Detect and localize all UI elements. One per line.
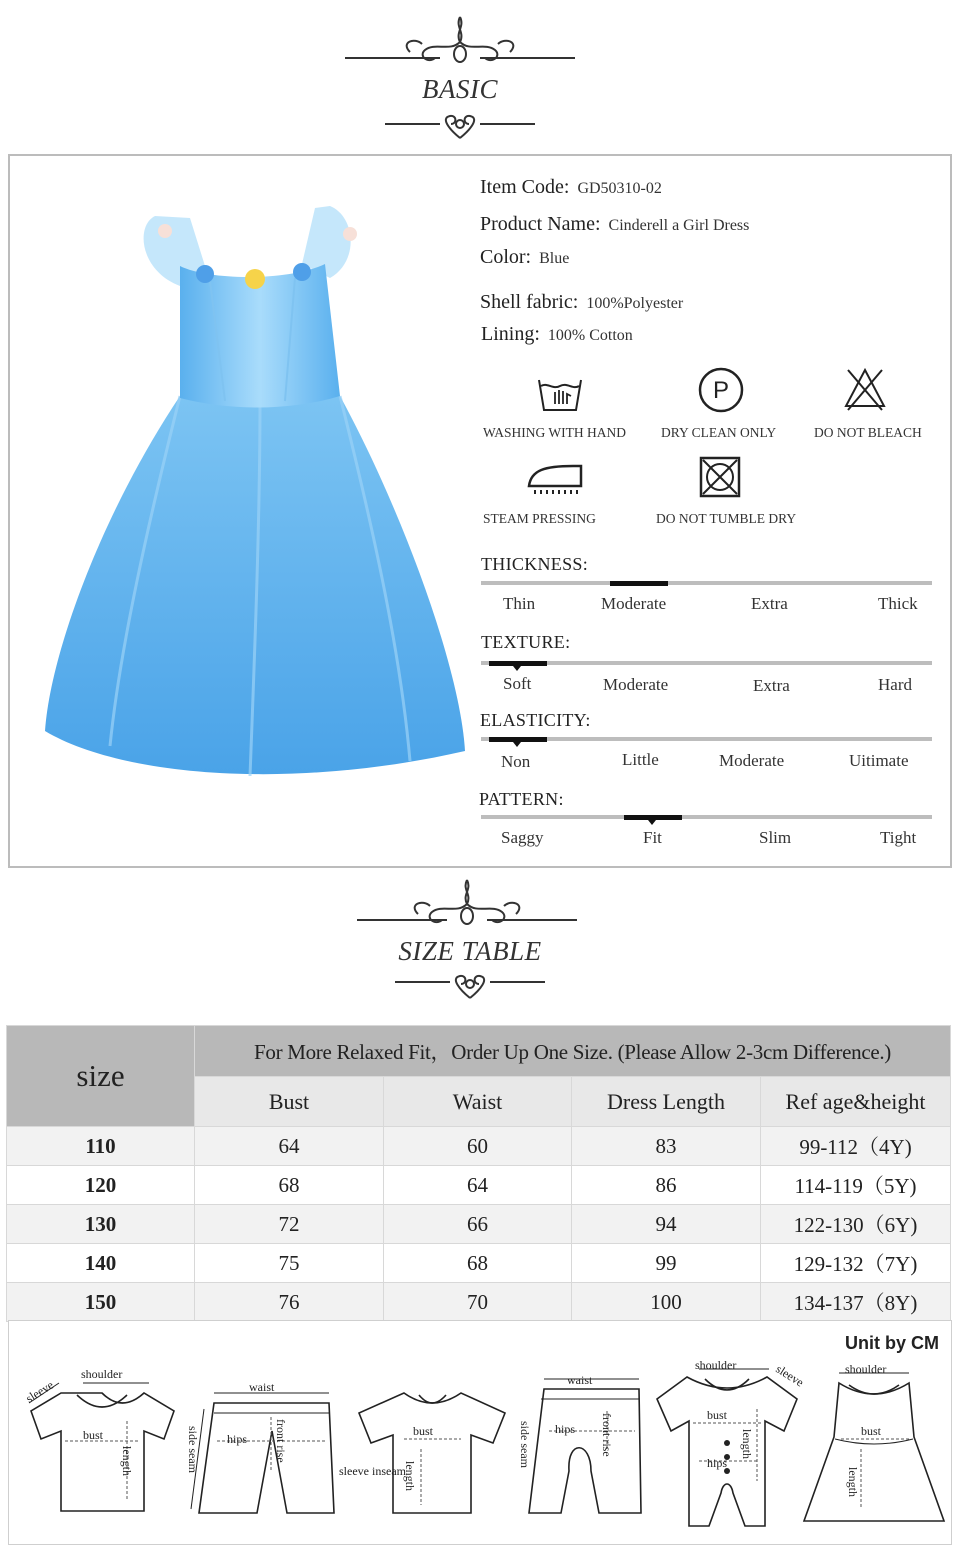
label-shoulder: shoulder [695, 1358, 737, 1372]
label-waist: waist [249, 1380, 275, 1394]
size-ornament-bottom [395, 968, 545, 1004]
table-row [7, 1283, 951, 1322]
label-sleeve: sleeve [773, 1361, 807, 1390]
dry-clean-icon [696, 365, 746, 415]
measurement-guide [8, 1320, 952, 1545]
ref-cell: 99-112（4Y) [761, 1127, 951, 1166]
product-image [40, 186, 480, 786]
care-label: WASHING WITH HAND [483, 425, 626, 440]
length-cell: 86 [572, 1166, 761, 1205]
care-label: DRY CLEAN ONLY [661, 425, 777, 440]
item-code: Item Code: GD50310-02 [480, 176, 662, 198]
table-row [7, 1166, 951, 1205]
scale-option: Uitimate [849, 751, 909, 770]
label-length: length [846, 1467, 860, 1497]
label-waist: waist [567, 1373, 593, 1387]
garment-diagrams [9, 1321, 951, 1544]
label-length: length [120, 1446, 134, 1476]
column-header-bust: Bust [195, 1077, 384, 1127]
no-bleach-icon [842, 366, 888, 412]
scale-option-selected: Non [501, 752, 531, 771]
label-bust: bust [83, 1428, 104, 1442]
steam-iron-icon [525, 458, 585, 498]
scale-option: Thick [878, 594, 918, 613]
ref-cell: 134-137（8Y) [761, 1283, 951, 1322]
scale-option: Slim [759, 828, 792, 847]
scale-title: TEXTURE: [481, 632, 571, 652]
label-bust: bust [861, 1424, 882, 1438]
bust-cell: 75 [195, 1244, 384, 1283]
scale-option: Tight [880, 828, 917, 847]
ref-cell: 114-119（5Y) [761, 1166, 951, 1205]
label-length: length [403, 1461, 417, 1491]
scale-option: Moderate [719, 751, 785, 770]
waist-cell: 60 [384, 1127, 572, 1166]
scale-option: Moderate [603, 675, 669, 694]
size-cell: 140 [7, 1244, 195, 1283]
fit-note: For More Relaxed Fit，Order Up One Size. (Please Allow 2-3cm Difference.) [195, 1026, 951, 1077]
size-table [6, 1025, 951, 1322]
size-ornament-top [352, 876, 582, 932]
lining: Lining: 100% Cotton [481, 323, 633, 345]
label-front-rise: front rise [274, 1419, 288, 1463]
scale-option-selected: Moderate [601, 594, 667, 613]
scale-option-selected: Soft [503, 674, 532, 693]
size-cell: 150 [7, 1283, 195, 1322]
product-color: Color: Blue [480, 246, 570, 268]
waist-cell: 64 [384, 1166, 572, 1205]
scale-pointer [513, 666, 521, 671]
label-sleeve-inseam: sleeve inseam [339, 1464, 406, 1478]
scale-option: Saggy [501, 828, 544, 847]
label-bust: bust [413, 1424, 434, 1438]
scale-track [481, 815, 932, 819]
size-cell: 120 [7, 1166, 195, 1205]
care-label: STEAM PRESSING [483, 511, 596, 526]
svg-text:P: P [712, 377, 730, 404]
scale-title: ELASTICITY: [480, 710, 591, 730]
scale-option: Thin [503, 594, 536, 613]
size-table-title: SIZE TABLE [398, 936, 542, 966]
hand-wash-icon [535, 366, 585, 416]
bust-cell: 76 [195, 1283, 384, 1322]
bust-cell: 72 [195, 1205, 384, 1244]
label-length: length [740, 1429, 754, 1459]
label-side-seam: side seam [186, 1426, 200, 1473]
waist-cell: 70 [384, 1283, 572, 1322]
care-label: DO NOT BLEACH [814, 425, 922, 440]
column-header-waist: Waist [384, 1077, 572, 1127]
scale-track [481, 737, 932, 741]
care-label: DO NOT TUMBLE DRY [656, 511, 797, 526]
length-cell: 83 [572, 1127, 761, 1166]
scale-option: Little [622, 750, 659, 769]
length-cell: 99 [572, 1244, 761, 1283]
column-header-length: Dress Length [572, 1077, 761, 1127]
shell-fabric: Shell fabric: 100%Polyester [480, 291, 684, 313]
label-sleeve: sleeve [23, 1377, 57, 1406]
scale-pointer [648, 820, 656, 825]
scale-selected-marker [610, 581, 668, 586]
label-bust: bust [707, 1408, 728, 1422]
ref-cell: 129-132（7Y) [761, 1244, 951, 1283]
table-row [7, 1127, 951, 1166]
basic-title: BASIC [422, 74, 498, 104]
product-name: Product Name: Cinderell a Girl Dress [480, 213, 750, 235]
scale-pointer [513, 742, 521, 747]
table-row [7, 1244, 951, 1283]
scale-option-selected: Fit [643, 828, 662, 847]
column-header-ref: Ref age&height [761, 1077, 951, 1127]
basic-ornament-bottom [385, 108, 535, 144]
table-row [7, 1205, 951, 1244]
label-hips: hips [555, 1422, 576, 1436]
scale-option: Extra [751, 594, 788, 613]
size-cell: 110 [7, 1127, 195, 1166]
size-cell: 130 [7, 1205, 195, 1244]
label-shoulder: shoulder [81, 1367, 123, 1381]
basic-panel [8, 154, 952, 868]
label-shoulder: shoulder [845, 1362, 887, 1376]
label-hips: hips [707, 1456, 728, 1470]
scale-option: Hard [878, 675, 912, 694]
no-tumble-dry-icon [699, 456, 741, 498]
bust-cell: 64 [195, 1127, 384, 1166]
scale-option: Extra [753, 676, 790, 695]
size-column-header: size [7, 1026, 195, 1127]
label-front-rise: front rise [600, 1413, 614, 1457]
scale-title: PATTERN: [479, 789, 564, 809]
length-cell: 100 [572, 1283, 761, 1322]
bust-cell: 68 [195, 1166, 384, 1205]
waist-cell: 68 [384, 1244, 572, 1283]
label-hips: hips [227, 1432, 248, 1446]
scale-title: THICKNESS: [481, 554, 589, 574]
scale-track [481, 661, 932, 665]
unit-label: Unit by CM [845, 1333, 939, 1353]
waist-cell: 66 [384, 1205, 572, 1244]
basic-ornament-top [340, 12, 580, 72]
ref-cell: 122-130（6Y) [761, 1205, 951, 1244]
length-cell: 94 [572, 1205, 761, 1244]
label-side-seam: side seam [518, 1421, 532, 1468]
scale-track [481, 581, 932, 585]
